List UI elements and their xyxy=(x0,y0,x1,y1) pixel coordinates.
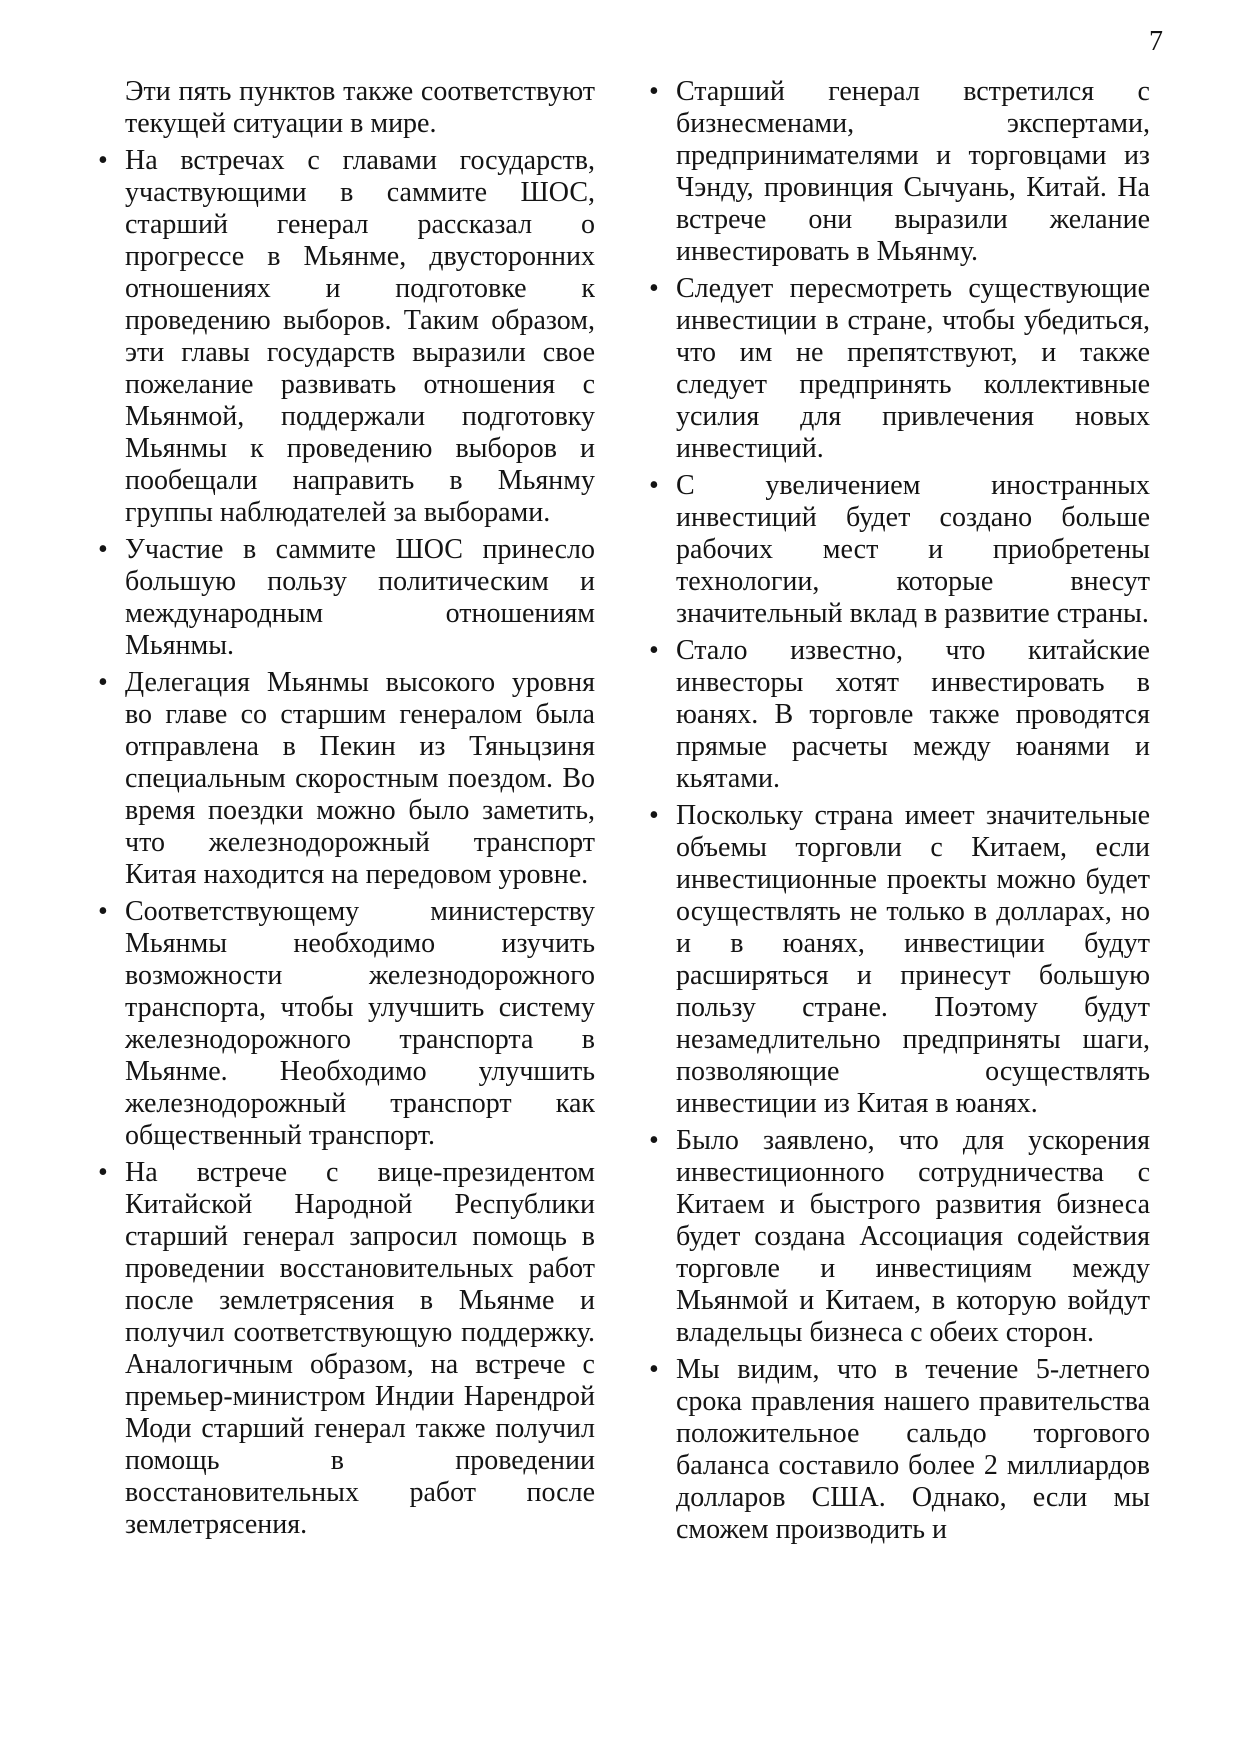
list-item xyxy=(92,145,595,529)
bullet-marker-icon: • xyxy=(98,1157,108,1188)
item-text: Мы видим, что в течение 5-летнего срока правления нашего правительства положительное сальдо торгового баланса составило более 2 миллиардов долларов США. Однако, если мы сможем производить и xyxy=(676,1354,1150,1545)
item-text: Участие в саммите ШОС принесло большую пользу политическим и международным отношениям Мьянмы. xyxy=(125,534,595,661)
bullet-marker-icon: • xyxy=(649,635,659,666)
list-item xyxy=(92,667,595,891)
bullet-marker-icon: • xyxy=(649,1354,659,1385)
list-item xyxy=(92,76,595,140)
item-text: На встрече с вице-президентом Китайской Народной Республики старший генерал запросил помощь в проведении восстановительных работ после землетрясения в Мьянме и получил соответствующую поддержку. Аналогичным образом, на встрече с премьер-министром Индии Нарендрой Моди старший генерал также получил помощь в проведении восстановительных работ после землетрясения. xyxy=(125,1157,595,1540)
list-item xyxy=(92,896,595,1152)
bullet-marker-icon: • xyxy=(98,534,108,565)
bullet-marker-icon: • xyxy=(98,667,108,698)
item-text: Старший генерал встретился с бизнесменами, экспертами, предпринимателями и торговцами из Чэнду, провинция Сычуань, Китай. На встрече они выразили желание инвестировать в Мьянму. xyxy=(676,76,1150,267)
list-item xyxy=(92,1157,595,1541)
text-column-left xyxy=(92,76,595,1546)
item-text: С увеличением иностранных инвестиций будет создано больше рабочих мест и приобретены технологии, которые внесут значительный вклад в развитие страны. xyxy=(676,470,1150,629)
bullet-marker-icon: • xyxy=(98,896,108,927)
document-body xyxy=(92,76,1150,1546)
item-text: Было заявлено, что для ускорения инвестиционного сотрудничества с Китаем и быстрого развития бизнеса будет создана Ассоциация содействия торговле и инвестициям между Мьянмой и Китаем, в которую войдут владельцы бизнеса с обеих сторон. xyxy=(676,1125,1150,1348)
item-text: Следует пересмотреть существующие инвестиции в стране, чтобы убедиться, что им не препятствуют, и также следует предпринять коллективные усилия для привлечения новых инвестиций. xyxy=(676,273,1150,464)
text-column-right xyxy=(643,76,1150,1546)
item-text: Соответствующему министерству Мьянмы необходимо изучить возможности железнодорожного транспорта, чтобы улучшить систему железнодорожного транспорта в Мьянме. Необходимо улучшить железнодорожный транспорт как общественный транспорт. xyxy=(125,896,595,1151)
bullet-marker-icon: • xyxy=(649,470,659,501)
list-item xyxy=(643,635,1150,795)
page-number: 7 xyxy=(1149,26,1163,57)
list-item xyxy=(643,1354,1150,1546)
item-text: Стало известно, что китайские инвесторы хотят инвестировать в юанях. В торговле также проводятся прямые расчеты между юанями и кьятами. xyxy=(676,635,1150,794)
bullet-marker-icon: • xyxy=(649,1125,659,1156)
bullet-marker-icon: • xyxy=(649,76,659,107)
item-text: На встречах с главами государств, участвующими в саммите ШОС, старший генерал рассказал о прогрессе в Мьянме, двусторонних отношениях и подготовке к проведению выборов. Таким образом, эти главы государств выразили свое пожелание развивать отношения с Мьянмой, поддержали подготовку Мьянмы к проведению выборов и пообещали направить в Мьянму группы наблюдателей за выборами. xyxy=(125,145,595,528)
list-item xyxy=(643,470,1150,630)
bullet-marker-icon: • xyxy=(649,800,659,831)
list-item xyxy=(643,76,1150,268)
list-item xyxy=(643,273,1150,465)
item-text: Поскольку страна имеет значительные объемы торговли с Китаем, если инвестиционные проекты можно будет осуществлять не только в долларах, но и в юанях, инвестиции будут расширяться и принесут большую пользу стране. Поэтому будут незамедлительно предприняты шаги, позволяющие осуществлять инвестиции из Китая в юанях. xyxy=(676,800,1150,1119)
bullet-marker-icon: • xyxy=(649,273,659,304)
item-text: Эти пять пунктов также соответствуют текущей ситуации в мире. xyxy=(125,76,595,139)
item-text: Делегация Мьянмы высокого уровня во главе со старшим генералом была отправлена в Пекин из Тяньцзиня специальным скоростным поездом. Во время поездки можно было заметить, что железнодорожный транспорт Китая находится на передовом уровне. xyxy=(125,667,595,890)
bullet-marker-icon: • xyxy=(98,145,108,176)
list-item xyxy=(92,534,595,662)
list-item xyxy=(643,800,1150,1120)
list-item xyxy=(643,1125,1150,1349)
